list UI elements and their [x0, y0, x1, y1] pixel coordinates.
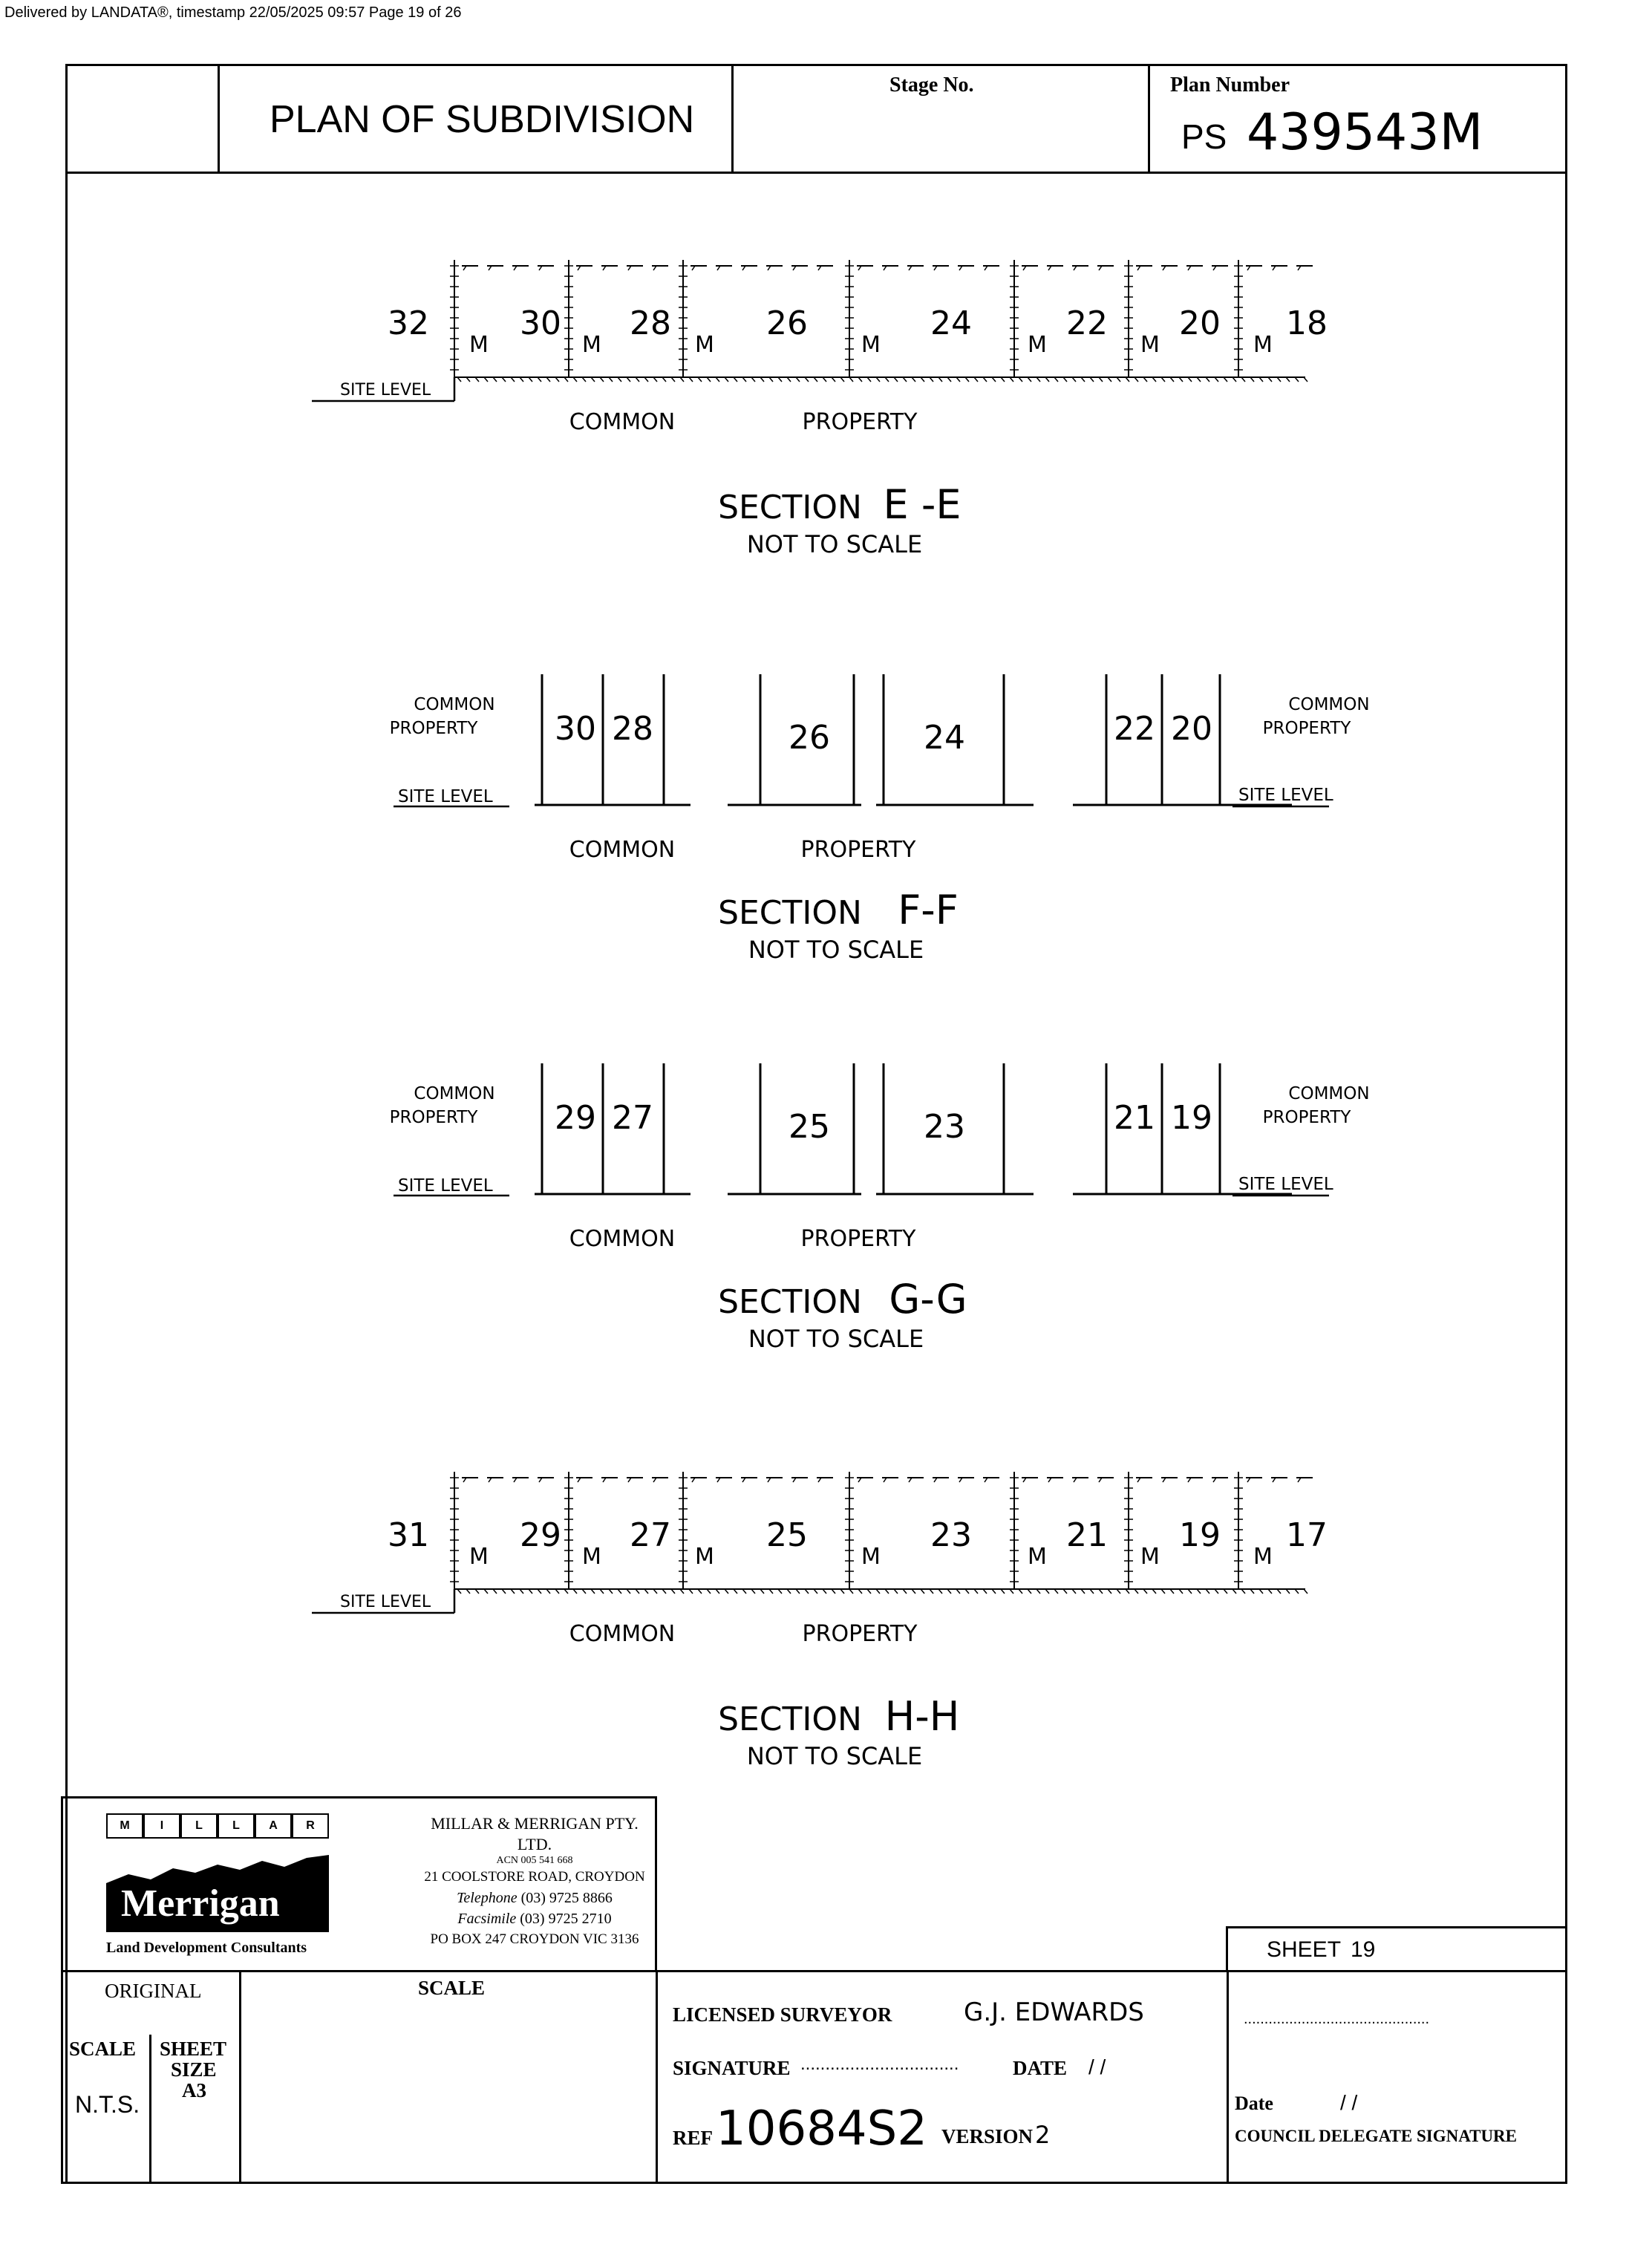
lot-number: 27: [630, 1516, 671, 1554]
facsimile-label: Facsimile: [457, 1911, 517, 1927]
left-site-level-label: SITE LEVEL: [398, 787, 493, 806]
right-common-label: COMMON: [1288, 1084, 1370, 1103]
right-property-label: PROPERTY: [1262, 1108, 1351, 1127]
telephone-value: (03) 9725 8866: [520, 1890, 613, 1906]
left-site-level-label: SITE LEVEL: [398, 1176, 493, 1196]
surveyor-label: LICENSED SURVEYOR: [673, 2003, 892, 2026]
section-subtitle: NOT TO SCALE: [748, 1325, 924, 1353]
lot-number: 25: [766, 1516, 808, 1554]
common-label: COMMON: [569, 837, 676, 863]
boundary-marker: M: [582, 332, 601, 358]
lot-number: 30: [555, 710, 596, 748]
section-title-prefix: SECTION: [718, 1700, 862, 1738]
logo-letter: L: [180, 1813, 218, 1839]
section-g-g: [390, 1063, 1370, 1353]
section-title-code: F-F: [898, 887, 959, 933]
right-common-label: COMMON: [1288, 695, 1370, 714]
lot-number: 28: [630, 304, 671, 342]
lot-number: 20: [1171, 710, 1212, 748]
scale-label: SCALE: [69, 2038, 137, 2060]
council-label: COUNCIL DELEGATE SIGNATURE: [1235, 2127, 1518, 2145]
original-label: ORIGINAL: [105, 1980, 202, 2002]
site-level-label: SITE LEVEL: [340, 381, 431, 399]
lot-number: 23: [930, 1516, 972, 1554]
original-divider: [149, 2035, 151, 2182]
logo-letter: I: [143, 1813, 180, 1839]
boundary-marker: M: [1253, 1544, 1273, 1570]
plan-title: PLAN OF SUBDIVISION: [270, 98, 695, 141]
firm-telephone: [412, 1888, 657, 1908]
lot-number: 32: [388, 304, 429, 342]
section-title-prefix: SECTION: [718, 894, 862, 932]
property-label: PROPERTY: [802, 409, 918, 435]
firm-tagline: Land Development Consultants: [106, 1940, 307, 1956]
section-e-e: [312, 260, 1328, 558]
delivery-header: Delivered by LANDATA®, timestamp 22/05/2025 09:57 Page 19 of 26: [4, 4, 462, 21]
section-title-code: H-H: [884, 1693, 960, 1740]
surveyor-cell: [658, 1972, 1229, 2182]
property-label: PROPERTY: [802, 1621, 918, 1647]
boundary-marker: M: [469, 1544, 489, 1570]
boundary-marker: M: [1140, 332, 1160, 358]
property-label: PROPERTY: [800, 837, 916, 863]
lot-number: 29: [555, 1099, 596, 1137]
lot-number: 29: [520, 1516, 561, 1554]
ground-hatch: [1304, 1589, 1307, 1594]
scale-header: SCALE: [418, 1977, 486, 1999]
firm-acn: ACN 005 541 668: [496, 1855, 573, 1866]
scale-value: N.T.S.: [75, 2091, 140, 2118]
section-f-f: [390, 674, 1370, 964]
ref-value: 10684S2: [716, 2101, 927, 2156]
council-date-value: / /: [1340, 2091, 1358, 2114]
section-title-prefix: SECTION: [718, 489, 862, 526]
boundary-marker: M: [1140, 1544, 1160, 1570]
boundary-marker: M: [695, 332, 714, 358]
lot-number: 31: [388, 1516, 429, 1554]
stage-label: Stage No.: [889, 74, 974, 97]
date-value: / /: [1088, 2055, 1106, 2078]
council-cell: [1229, 1972, 1565, 2182]
sheet-number-cell: [1226, 1926, 1567, 1972]
site-level-label: SITE LEVEL: [340, 1593, 431, 1611]
section-subtitle: NOT TO SCALE: [748, 936, 924, 964]
lot-number: 23: [924, 1108, 965, 1146]
left-property-label: PROPERTY: [389, 1108, 478, 1127]
common-label: COMMON: [569, 1226, 676, 1252]
right-site-level-label: SITE LEVEL: [1238, 1175, 1333, 1194]
common-label: COMMON: [569, 409, 676, 435]
lot-number: 18: [1286, 304, 1328, 342]
boundary-marker: M: [861, 1544, 881, 1570]
boundary-marker: M: [469, 332, 489, 358]
version-value: 2: [1035, 2121, 1051, 2149]
boundary-marker: M: [1028, 1544, 1047, 1570]
plan-number-label: Plan Number: [1170, 74, 1290, 97]
lot-number: 19: [1171, 1099, 1212, 1137]
ground-hatch: [1304, 377, 1307, 382]
logo-letter: L: [218, 1813, 255, 1839]
logo-letter: M: [106, 1813, 143, 1839]
lot-number: 22: [1114, 710, 1155, 748]
lot-number: 20: [1179, 304, 1221, 342]
left-common-label: COMMON: [414, 695, 495, 714]
facsimile-value: (03) 9725 2710: [520, 1911, 612, 1927]
plan-number: 439543M: [1247, 103, 1483, 162]
lot-number: 24: [930, 304, 972, 342]
section-h-h: [312, 1472, 1328, 1770]
sheet-value: 19: [1351, 1937, 1376, 1962]
right-site-level-label: SITE LEVEL: [1238, 786, 1333, 805]
lot-number: 26: [766, 304, 808, 342]
section-subtitle: NOT TO SCALE: [746, 530, 923, 558]
section-subtitle: NOT TO SCALE: [746, 1742, 923, 1770]
original-cell: [63, 1972, 241, 2182]
logo-letter: R: [292, 1813, 329, 1839]
logo-word: Merrigan: [121, 1882, 280, 1925]
common-label: COMMON: [569, 1621, 676, 1647]
lot-number: 26: [789, 719, 830, 757]
right-property-label: PROPERTY: [1262, 719, 1351, 738]
sheet-size-label-1: SHEET: [160, 2038, 227, 2060]
firm-address: 21 COOLSTORE ROAD, CROYDON: [424, 1869, 645, 1885]
date-label: DATE: [1013, 2057, 1068, 2079]
lot-number: 19: [1179, 1516, 1221, 1554]
boundary-marker: M: [695, 1544, 714, 1570]
left-common-label: COMMON: [414, 1084, 495, 1103]
boundary-marker: M: [1253, 332, 1273, 358]
boundary-marker: M: [582, 1544, 601, 1570]
firm-facsimile: [412, 1908, 657, 1929]
lot-number: 17: [1286, 1516, 1328, 1554]
signature-dots: ................................: [800, 2054, 959, 2074]
left-property-label: PROPERTY: [389, 719, 478, 738]
lot-number: 22: [1066, 304, 1108, 342]
signature-label: SIGNATURE: [673, 2057, 791, 2079]
section-title-code: G-G: [889, 1276, 967, 1323]
surveyor-name: G.J. EDWARDS: [964, 1997, 1144, 2027]
lot-number: 25: [789, 1108, 830, 1146]
section-title-code: E -E: [883, 481, 962, 528]
lot-number: 21: [1066, 1516, 1108, 1554]
section-title-prefix: SECTION: [718, 1283, 862, 1321]
firm-details: [412, 1813, 657, 1950]
sheet-size-label-2: SIZE: [171, 2058, 217, 2081]
lot-number: 30: [520, 304, 561, 342]
council-dots: .............................................: [1244, 2011, 1430, 2027]
lot-number: 21: [1114, 1099, 1155, 1137]
telephone-label: Telephone: [457, 1890, 518, 1906]
sheet-label: SHEET: [1267, 1937, 1342, 1962]
logo-letters: [106, 1813, 329, 1839]
logo-letter: A: [255, 1813, 292, 1839]
lot-number: 24: [924, 719, 965, 757]
version-label: VERSION: [941, 2125, 1034, 2147]
scale-cell: [241, 1972, 658, 2182]
boundary-marker: M: [861, 332, 881, 358]
lot-number: 28: [612, 710, 653, 748]
ref-label: REF: [673, 2127, 713, 2149]
firm-name: MILLAR & MERRIGAN PTY. LTD.: [431, 1814, 639, 1853]
lot-number: 27: [612, 1099, 653, 1137]
plan-prefix: PS: [1181, 117, 1227, 156]
sheet-size-value: A3: [182, 2079, 206, 2101]
boundary-marker: M: [1028, 332, 1047, 358]
footer-row: [61, 1970, 1567, 2184]
logo: [106, 1813, 329, 1932]
firm-block: [61, 1796, 657, 1970]
firm-po-box: PO BOX 247 CROYDON VIC 3136: [430, 1931, 639, 1947]
council-date-label: Date: [1235, 2093, 1273, 2114]
property-label: PROPERTY: [800, 1226, 916, 1252]
